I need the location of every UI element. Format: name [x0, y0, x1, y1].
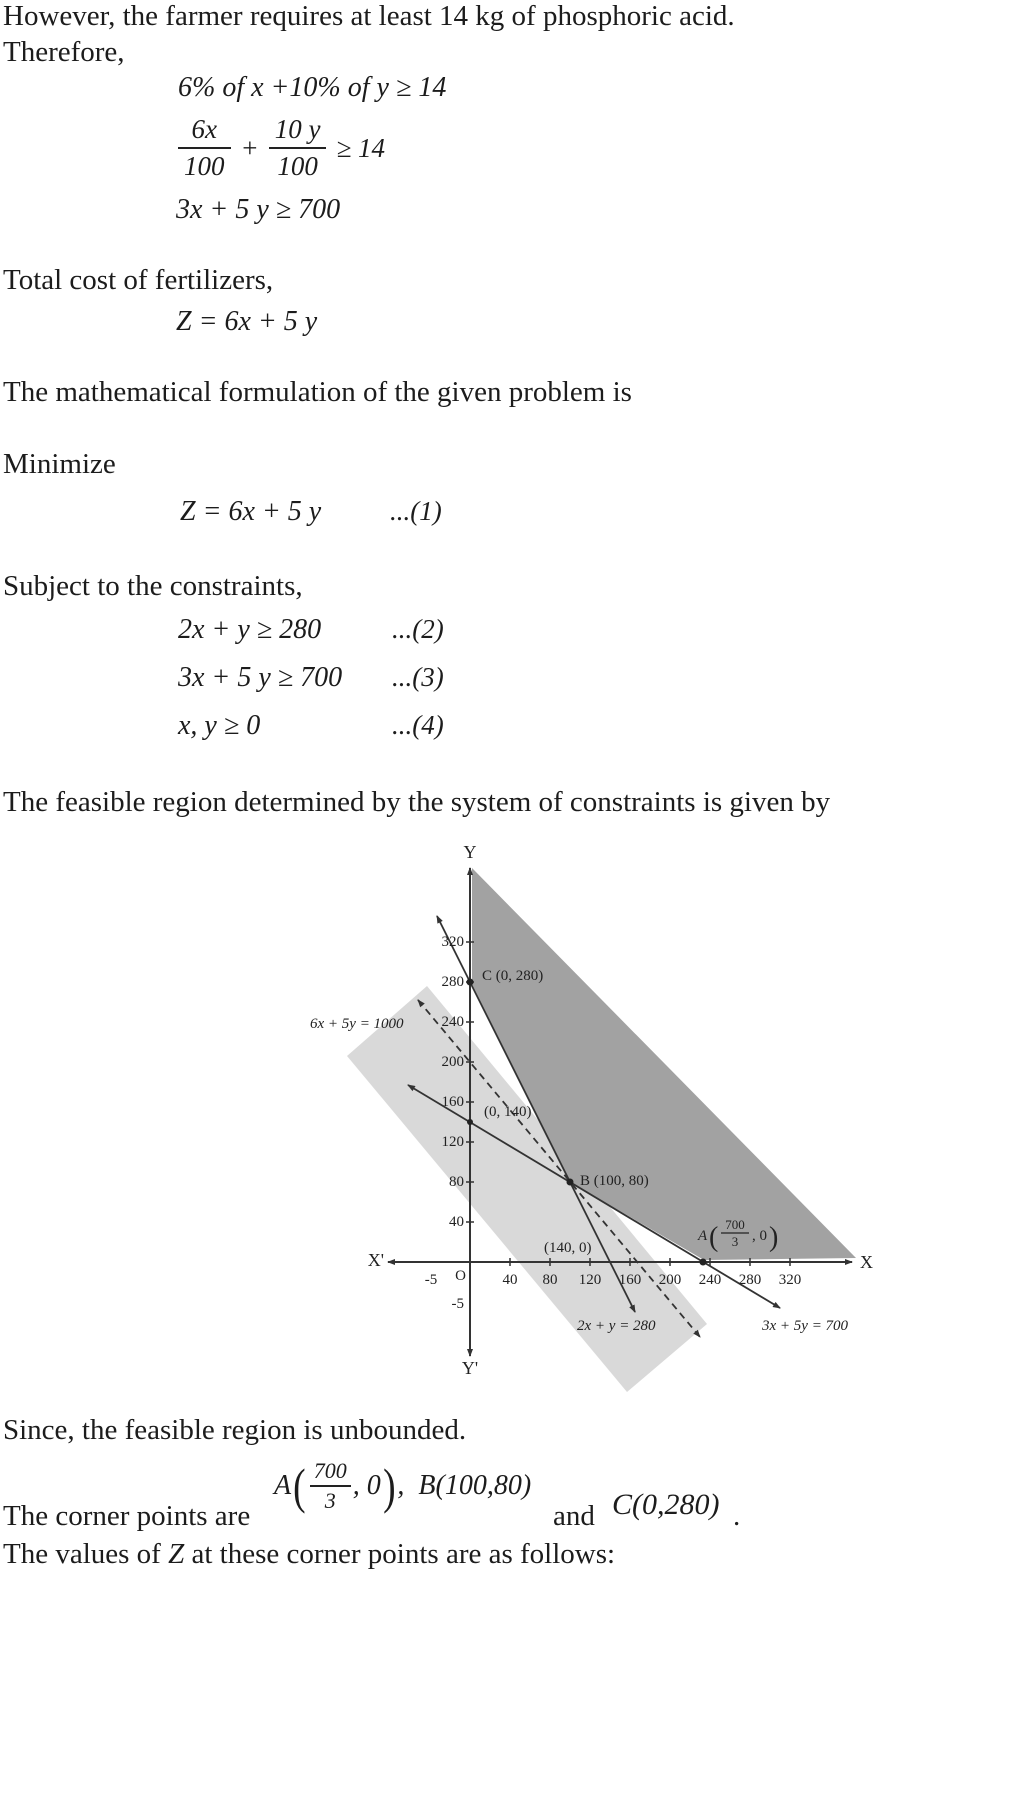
x-tick-40: 40	[502, 1272, 518, 1288]
constraint-1-tag: ...(2)	[392, 614, 444, 644]
x-tick-280: 280	[738, 1272, 762, 1288]
equation-3x5y700: 3x + 5 y ≥ 700	[176, 194, 341, 225]
label-A-frac-den: 3	[731, 1234, 739, 1249]
label-point-0-140: (0, 140)	[484, 1104, 532, 1120]
label-point-C: C (0, 280)	[482, 968, 544, 984]
corner-period: .	[733, 1500, 741, 1532]
y-tick-240: 240	[441, 1014, 464, 1030]
x-tick-160: 160	[618, 1272, 642, 1288]
y-tick-280: 280	[441, 974, 464, 990]
fraction-denominator: 3	[310, 1485, 351, 1514]
x-tick-120: 120	[578, 1272, 602, 1288]
inequality-rhs: ≥ 14	[336, 132, 386, 163]
label-line-2xy280: 2x + y = 280	[577, 1318, 656, 1334]
constraint-3-tag: ...(4)	[392, 710, 444, 740]
x-tick-200: 200	[658, 1272, 682, 1288]
x-tick-240: 240	[698, 1272, 722, 1288]
x-tick-320: 320	[778, 1272, 802, 1288]
x-axis-label: X	[860, 1252, 873, 1272]
constraint-2: 3x + 5 y ≥ 700	[178, 662, 343, 693]
x-prime-label: X'	[367, 1250, 384, 1270]
corner-A-close-paren: )	[382, 1458, 396, 1514]
fraction-numerator: 700	[313, 1458, 347, 1483]
paragraph-formulation: The mathematical formulation of the given problem is	[3, 376, 632, 408]
corner-A-rest: , 0	[352, 1470, 381, 1501]
label-A-close-paren: )	[769, 1222, 779, 1253]
graph-svg	[300, 838, 875, 1403]
y-tick-320: 320	[441, 934, 464, 950]
label-line-6x5y1000: 6x + 5y = 1000	[310, 1016, 404, 1032]
paragraph-minimize: Minimize	[3, 448, 116, 480]
constraint-3: x, y ≥ 0	[178, 710, 261, 741]
corner-A-open-paren: (	[293, 1458, 306, 1514]
constraint-1: 2x + y ≥ 280	[178, 614, 322, 645]
fraction-numerator: 6x	[191, 114, 217, 144]
y-prime-label: Y'	[461, 1358, 479, 1378]
corner-points-prefix: The corner points are	[3, 1500, 251, 1532]
paragraph-phosphoric: However, the farmer requires at least 14 kg of phosphoric acid.	[3, 0, 735, 32]
label-A-open-paren: (	[709, 1222, 719, 1253]
y-tick-40: 40	[449, 1214, 464, 1230]
equation-minimize: Z = 6x + 5 y	[180, 496, 322, 527]
paragraph-unbounded: Since, the feasible region is unbounded.	[3, 1414, 467, 1446]
label-A-name: A	[698, 1228, 708, 1244]
fraction-numerator: 10 y	[274, 114, 321, 144]
corner-C-point: C(0,280)	[612, 1488, 720, 1521]
corner-B-point: B(100,80)	[418, 1470, 532, 1501]
x-tick-80: 80	[542, 1272, 558, 1288]
paragraph-feasible-region: The feasible region determined by the system of constraints is given by	[3, 786, 831, 818]
point-A	[700, 1259, 707, 1266]
point-C	[467, 979, 474, 986]
label-A-rest: , 0	[752, 1228, 767, 1244]
y-tick-80: 80	[449, 1174, 464, 1190]
fraction-denominator: 100	[178, 147, 231, 182]
x-tick-neg5: -5	[424, 1272, 438, 1288]
paragraph-subject-to: Subject to the constraints,	[3, 570, 303, 602]
fraction-6x-100	[178, 114, 231, 182]
feasible-region-graph	[300, 838, 875, 1403]
corner-points-math	[274, 1458, 531, 1514]
y-axis-label: Y	[463, 842, 477, 862]
y-tick-160: 160	[441, 1094, 464, 1110]
origin-label: O	[455, 1268, 466, 1284]
fraction-denominator: 100	[269, 147, 327, 182]
constraint-2-tag: ...(3)	[392, 662, 444, 692]
label-A-frac-num: 700	[725, 1217, 745, 1232]
equation-fraction-row	[178, 114, 385, 182]
y-tick-neg5: -5	[451, 1296, 464, 1312]
plus-sign: +	[240, 132, 259, 163]
y-tick-120: 120	[441, 1134, 464, 1150]
corner-A-fraction	[310, 1458, 351, 1514]
paragraph-therefore: Therefore,	[3, 36, 125, 68]
point-0-140	[467, 1119, 473, 1125]
equation-percent: 6% of x +10% of y ≥ 14	[178, 72, 447, 103]
paragraph-total-cost: Total cost of fertilizers,	[3, 264, 274, 296]
values-text-before: The values of	[3, 1538, 161, 1570]
corner-A-name: A	[274, 1470, 292, 1501]
label-point-B: B (100, 80)	[580, 1173, 649, 1189]
values-z-symbol: Z	[168, 1538, 185, 1570]
corner-and-word: and	[553, 1500, 595, 1532]
corner-comma: ,	[397, 1470, 405, 1501]
paragraph-values-of-z	[3, 1538, 615, 1571]
label-line-3x5y700: 3x + 5y = 700	[762, 1318, 849, 1334]
y-tick-200: 200	[441, 1054, 464, 1070]
label-point-140-0: (140, 0)	[544, 1240, 592, 1256]
equation-cost: Z = 6x + 5 y	[176, 306, 318, 337]
fraction-10y-100	[269, 114, 327, 182]
point-B	[567, 1179, 574, 1186]
values-text-after: at these corner points are as follows:	[191, 1538, 616, 1570]
equation-tag-1: ...(1)	[390, 496, 442, 526]
